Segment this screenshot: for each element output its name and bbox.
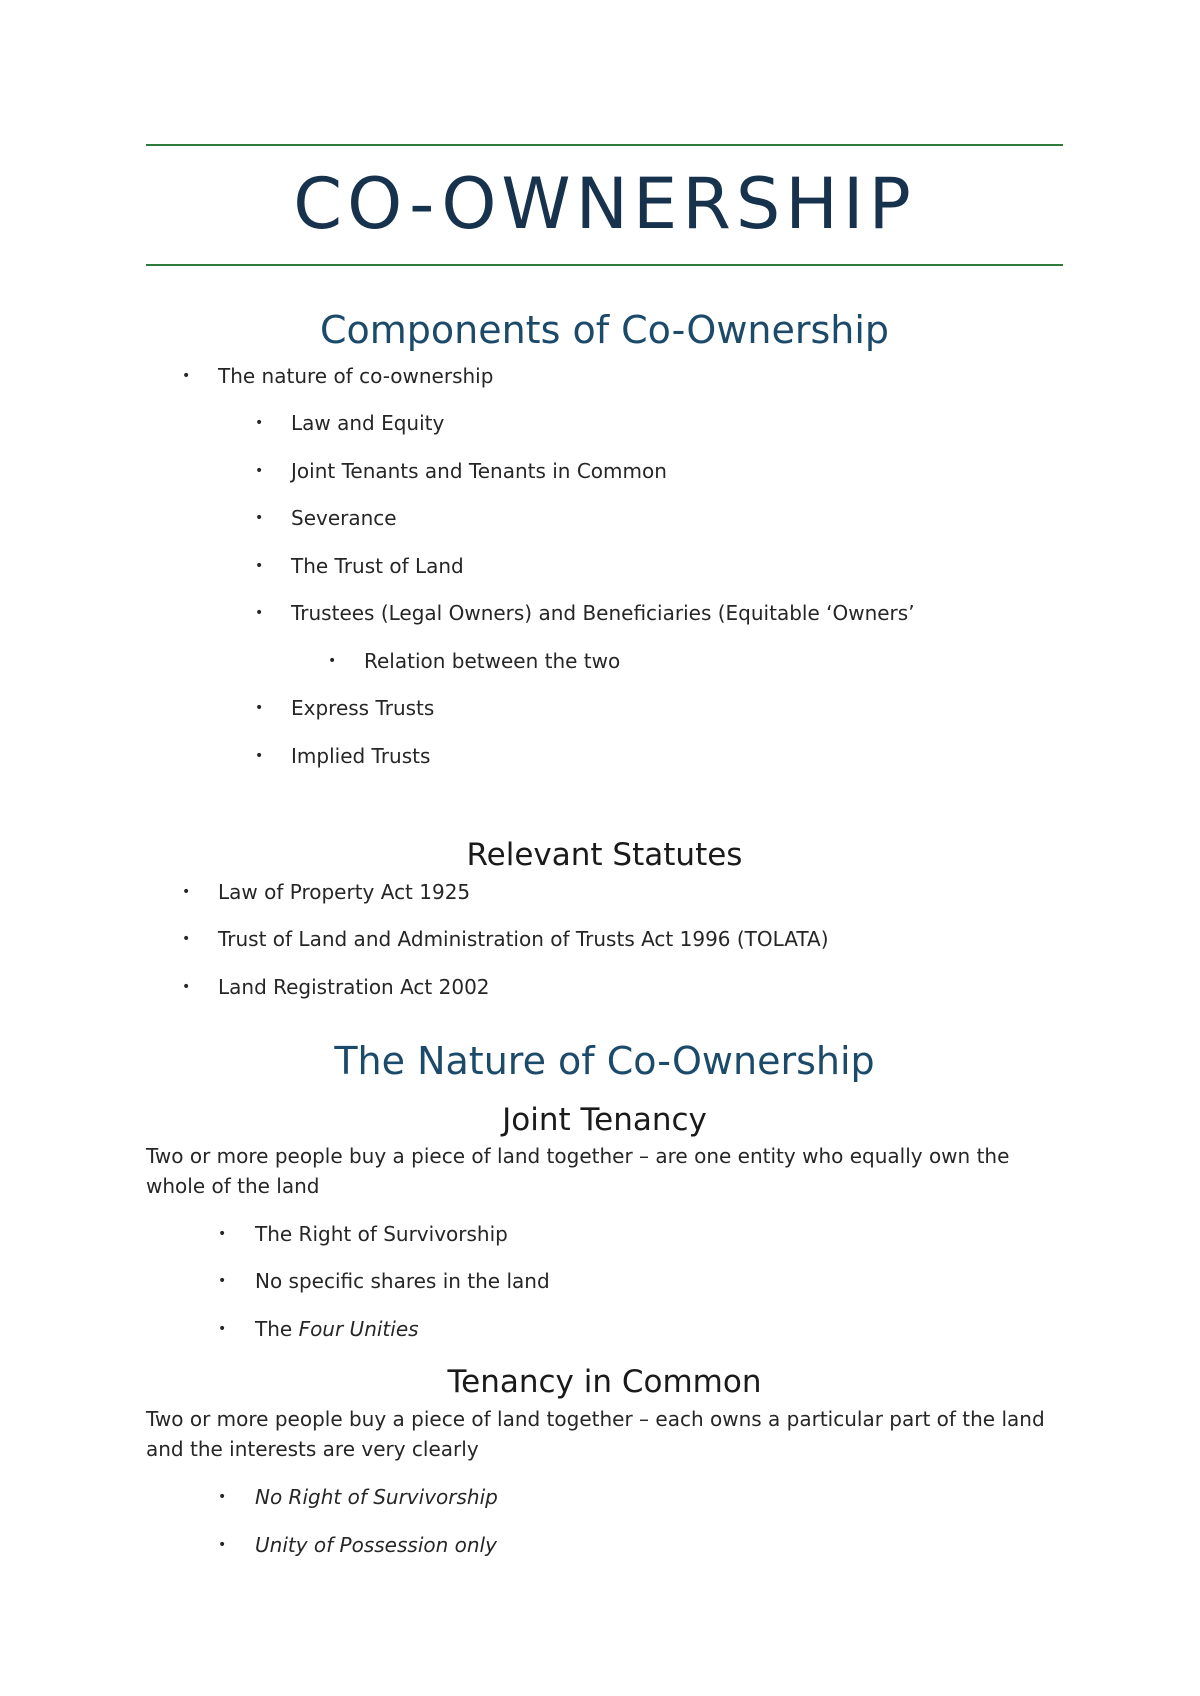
document-title: CO-OWNERSHIP	[293, 163, 916, 245]
list-item: Law of Property Act 1925	[218, 880, 471, 904]
bullet: •	[255, 748, 264, 764]
tenancy-in-common-text: Two or more people buy a piece of land together – each owns a particular part of the land and the interests are very clearly	[146, 1407, 1045, 1461]
bullet: •	[328, 653, 337, 669]
bullet: •	[218, 1489, 227, 1505]
list-item: Severance	[291, 506, 397, 530]
list-item: Implied Trusts	[291, 744, 431, 768]
joint-tenancy-heading: Joint Tenancy	[502, 1102, 707, 1138]
bullet: •	[218, 1321, 227, 1337]
tenancy-in-common-heading: Tenancy in Common	[447, 1364, 762, 1400]
bullet: •	[182, 979, 191, 995]
list-item: Express Trusts	[291, 696, 435, 720]
bullet: •	[182, 368, 191, 384]
bullet: •	[182, 884, 191, 900]
list-item: The nature of co-ownership	[218, 364, 494, 388]
bullet: •	[255, 463, 264, 479]
list-item: Joint Tenants and Tenants in Common	[291, 459, 667, 483]
list-item: Relation between the two	[364, 649, 621, 673]
bullet: •	[218, 1537, 227, 1553]
list-item: The Right of Survivorship	[255, 1222, 508, 1246]
four-unities-em: Four Unities	[298, 1317, 419, 1341]
bullet: •	[218, 1273, 227, 1289]
list-item: The Trust of Land	[291, 554, 464, 578]
list-item-four-unities	[255, 1316, 419, 1342]
bullet: •	[255, 510, 264, 526]
bullet: •	[255, 415, 264, 431]
bullet: •	[255, 558, 264, 574]
list-item: No Right of Survivorship	[255, 1485, 498, 1509]
bullet: •	[255, 605, 264, 621]
list-item: Unity of Possession only	[255, 1533, 497, 1557]
statutes-heading: Relevant Statutes	[466, 837, 743, 873]
four-unities-prefix: The	[255, 1317, 299, 1341]
nature-heading: The Nature of Co-Ownership	[334, 1039, 875, 1083]
bullet: •	[218, 1226, 227, 1242]
components-heading: Components of Co-Ownership	[319, 308, 890, 352]
list-item: No specific shares in the land	[255, 1269, 550, 1293]
list-item: Law and Equity	[291, 411, 445, 435]
list-item: Land Registration Act 2002	[218, 975, 490, 999]
list-item: Trustees (Legal Owners) and Beneficiaries (Equitable ‘Owners’	[291, 601, 915, 625]
bottom-rule	[146, 264, 1063, 266]
bullet: •	[255, 700, 264, 716]
joint-tenancy-text: Two or more people buy a piece of land together – are one entity who equally own the whole of the land	[146, 1144, 1010, 1198]
top-rule	[146, 144, 1063, 146]
bullet: •	[182, 931, 191, 947]
list-item: Trust of Land and Administration of Trusts Act 1996 (TOLATA)	[218, 927, 829, 951]
